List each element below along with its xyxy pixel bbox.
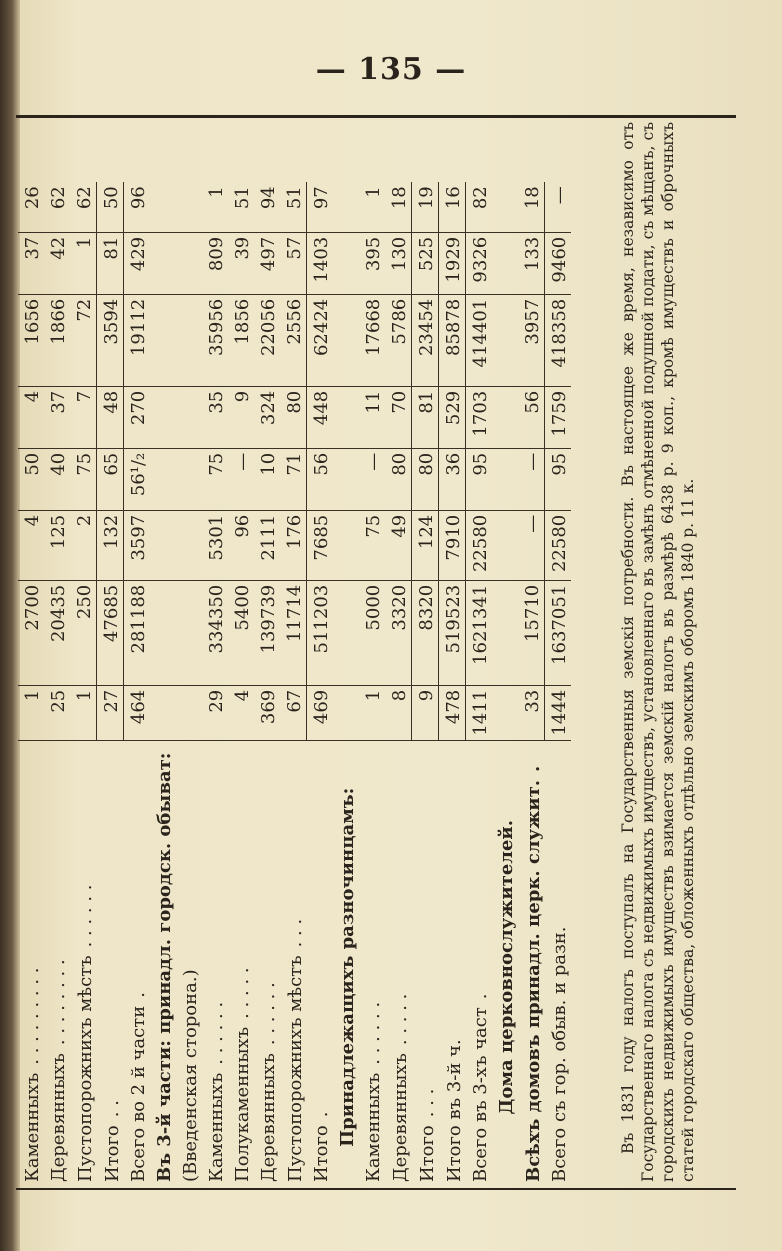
cell-value: 511203 — [307, 580, 334, 685]
cell-value: 19112 — [124, 294, 151, 386]
cell-value: 1866 — [44, 294, 70, 386]
cell-value: 324 — [254, 386, 280, 448]
cell-value — [492, 294, 518, 386]
cell-value: 80 — [412, 448, 439, 510]
table-row — [18, 182, 44, 1186]
cell-value: 22580 — [545, 510, 572, 580]
cell-value: 19 — [412, 182, 439, 232]
cell-value: 51 — [280, 182, 307, 232]
cell-value: 50 — [18, 448, 44, 510]
cell-value: 2556 — [280, 294, 307, 386]
row-label — [70, 740, 97, 1186]
cell-value: 132 — [97, 510, 124, 580]
cell-value: 125 — [44, 510, 70, 580]
leader-dots: . — [128, 992, 149, 998]
row-label — [307, 740, 334, 1186]
cell-value: 4 — [18, 386, 44, 448]
cell-value: 72 — [70, 294, 97, 386]
cell-value: 47685 — [97, 580, 124, 685]
cell-value — [333, 580, 359, 685]
row-label-text: Всего въ 3-хъ част — [470, 1007, 491, 1182]
cell-value: 56 — [307, 448, 334, 510]
table-row — [307, 182, 334, 1186]
row-label — [150, 740, 176, 1186]
row-label-text: (Введенская сторона.) — [180, 969, 201, 1182]
cell-value — [176, 294, 202, 386]
cell-value: 1403 — [307, 232, 334, 294]
cell-value: 9 — [412, 685, 439, 740]
row-label-text: Итого — [416, 1125, 438, 1182]
cell-value: 529 — [439, 386, 466, 448]
table-row — [70, 182, 97, 1186]
cell-value: 418358 — [545, 294, 572, 386]
cell-value: 20435 — [44, 580, 70, 685]
cell-value: 82 — [466, 182, 493, 232]
cell-value: 75 — [202, 448, 228, 510]
row-label — [466, 740, 493, 1186]
cell-value: 497 — [254, 232, 280, 294]
cell-value: 519523 — [439, 580, 466, 685]
cell-value — [333, 386, 359, 448]
cell-value: 96 — [124, 182, 151, 232]
cell-value: — — [545, 182, 572, 232]
cell-value: 7910 — [439, 510, 466, 580]
row-label — [359, 740, 385, 1186]
cell-value: — — [518, 448, 545, 510]
cell-value: 1 — [70, 685, 97, 740]
row-label-text: Деревянныхъ — [389, 1053, 411, 1182]
row-label-text: Всѣхъ домовъ принадл. церк. служит. — [522, 779, 544, 1182]
cell-value: 7685 — [307, 510, 334, 580]
page-number: — 135 — — [315, 52, 467, 87]
cell-value: 16 — [439, 182, 466, 232]
row-label-text: Пустопорожнихъ мѣстъ — [74, 955, 96, 1182]
table-row — [254, 182, 280, 1186]
row-label-text: Принадлежащихъ разночинцамъ: — [337, 787, 358, 1147]
cell-value — [150, 294, 176, 386]
leader-dots: . . . . . — [232, 967, 253, 1019]
cell-value — [176, 580, 202, 685]
cell-value — [333, 685, 359, 740]
cell-value: 8320 — [412, 580, 439, 685]
cell-value — [150, 386, 176, 448]
cell-value: 369 — [254, 685, 280, 740]
cell-value — [492, 182, 518, 232]
cell-value: 62424 — [307, 294, 334, 386]
cell-value: 139739 — [254, 580, 280, 685]
cell-value: 95 — [545, 448, 572, 510]
cell-value: 1 — [202, 182, 228, 232]
cell-value: 9326 — [466, 232, 493, 294]
cell-value — [492, 386, 518, 448]
cell-value — [333, 448, 359, 510]
cell-value: 94 — [254, 182, 280, 232]
footnote — [618, 122, 698, 1182]
cell-value — [176, 232, 202, 294]
row-label — [254, 740, 280, 1186]
cell-value: 27 — [97, 685, 124, 740]
cell-value: 50 — [97, 182, 124, 232]
cell-value: 49 — [385, 510, 412, 580]
cell-value: 250 — [70, 580, 97, 685]
footnote-text: Въ 1831 году налогъ поступалъ на Государственныя земскія потребности. Въ настоящее же время, независимо отъ Государственнаго налога съ недвижимыхъ имуществъ, установленнаго въ замѣнъ отмѣненной подушной подати, съ мѣщанъ, съ городскихъ недвижимыхъ имуществъ взимается земскій налогъ въ размѣрѣ 6438 р. 9 коп., кромѣ имуществъ и оброчныхъ статей городскаго общества, обложенныхъ отдѣльно земскимъ оборомъ 1840 р. 11 к. — [619, 122, 697, 1182]
cell-value: 65 — [97, 448, 124, 510]
cell-value: 395 — [359, 232, 385, 294]
cell-value: 8 — [385, 685, 412, 740]
cell-value: 70 — [385, 386, 412, 448]
cell-value: 1637051 — [545, 580, 572, 685]
rotated-table-area — [18, 118, 736, 1186]
row-label — [124, 740, 151, 1186]
cell-value: 11 — [359, 386, 385, 448]
row-label — [492, 740, 518, 1186]
cell-value — [333, 182, 359, 232]
row-label-text: Итого — [311, 1125, 332, 1182]
cell-value: 469 — [307, 685, 334, 740]
table-row — [228, 182, 254, 1186]
row-label — [545, 740, 572, 1186]
table-row — [412, 182, 439, 1186]
cell-value: 133 — [518, 232, 545, 294]
row-label — [97, 740, 124, 1186]
cell-value: 1621341 — [466, 580, 493, 685]
cell-value: 85878 — [439, 294, 466, 386]
cell-value: 81 — [97, 232, 124, 294]
cell-value: 9460 — [545, 232, 572, 294]
cell-value: 37 — [18, 232, 44, 294]
cell-value: 429 — [124, 232, 151, 294]
cell-value: 37 — [44, 386, 70, 448]
row-label-text: Полукаменныхъ — [232, 1026, 253, 1182]
cell-value: 48 — [97, 386, 124, 448]
cell-value: 25 — [44, 685, 70, 740]
cell-value: 18 — [518, 182, 545, 232]
row-label-text: Всего во 2 й части — [128, 1005, 149, 1182]
cell-value: 29 — [202, 685, 228, 740]
cell-value — [492, 510, 518, 580]
cell-value: 23454 — [412, 294, 439, 386]
cell-value: 9 — [228, 386, 254, 448]
row-label-text: Каменныхъ — [22, 1072, 43, 1182]
leader-dots: . . . — [284, 918, 306, 948]
leader-dots: . . . . . . . . — [48, 959, 69, 1046]
cell-value — [150, 510, 176, 580]
cell-value — [150, 448, 176, 510]
cell-value: 2700 — [18, 580, 44, 685]
cell-value: 22056 — [254, 294, 280, 386]
cell-value: 11714 — [280, 580, 307, 685]
table-row — [545, 182, 572, 1186]
cell-value: 75 — [70, 448, 97, 510]
row-label — [44, 740, 70, 1186]
cell-value: 75 — [359, 510, 385, 580]
cell-value: 2111 — [254, 510, 280, 580]
leader-dots: . . . . . — [389, 993, 411, 1046]
cell-value: 2 — [70, 510, 97, 580]
cell-value: 1759 — [545, 386, 572, 448]
cell-value: 56¹/₂ — [124, 448, 151, 510]
cell-value: 42 — [44, 232, 70, 294]
leader-dots: . — [522, 765, 544, 772]
cell-value: 5786 — [385, 294, 412, 386]
cell-value: 62 — [44, 182, 70, 232]
cell-value: 56 — [518, 386, 545, 448]
cell-value: 15710 — [518, 580, 545, 685]
cell-value — [492, 685, 518, 740]
table-row — [150, 182, 176, 1186]
leader-dots: . . . . . . — [74, 884, 96, 948]
row-label-text: Дома церковнослужителей. — [496, 819, 517, 1115]
table-row — [124, 182, 151, 1186]
cell-value: 22580 — [466, 510, 493, 580]
cell-value: 1444 — [545, 685, 572, 740]
cell-value: — — [518, 510, 545, 580]
cell-value: 4 — [18, 510, 44, 580]
cell-value — [176, 182, 202, 232]
cell-value — [333, 294, 359, 386]
table-row — [518, 182, 545, 1186]
cell-value: 1 — [18, 685, 44, 740]
cell-value: 57 — [280, 232, 307, 294]
cell-value: 334350 — [202, 580, 228, 685]
leader-dots: . — [470, 993, 491, 1000]
cell-value: 97 — [307, 182, 334, 232]
row-label-text: Каменныхъ — [363, 1072, 384, 1182]
cell-value: 124 — [412, 510, 439, 580]
cell-value: — — [359, 448, 385, 510]
table-row — [466, 182, 493, 1186]
cell-value: 7 — [70, 386, 97, 448]
cell-value: 51 — [228, 182, 254, 232]
cell-value: 10 — [254, 448, 280, 510]
cell-value: 1411 — [466, 685, 493, 740]
cell-value — [176, 448, 202, 510]
cell-value: 39 — [228, 232, 254, 294]
table-row — [202, 182, 228, 1186]
cell-value: 62 — [70, 182, 97, 232]
table-row — [97, 182, 124, 1186]
cell-value — [333, 510, 359, 580]
row-label — [176, 740, 202, 1186]
cell-value: 1656 — [18, 294, 44, 386]
cell-value: 448 — [307, 386, 334, 448]
table-bottom-rule — [16, 1188, 736, 1190]
cell-value: 464 — [124, 685, 151, 740]
row-label-text: Въ 3-й части: принадл. городск. обыват: — [154, 752, 175, 1182]
row-label-text: Деревянныхъ — [258, 1053, 279, 1182]
cell-value: 18 — [385, 182, 412, 232]
cell-value — [150, 232, 176, 294]
cell-value: 1 — [359, 182, 385, 232]
row-label — [333, 740, 359, 1186]
cell-value — [176, 510, 202, 580]
leader-dots: . . . . . . — [363, 1001, 384, 1065]
table-row — [333, 182, 359, 1186]
cell-value: 80 — [385, 448, 412, 510]
cell-value: 95 — [466, 448, 493, 510]
cell-value: 270 — [124, 386, 151, 448]
cell-value: 35956 — [202, 294, 228, 386]
row-label-text: Всего съ гор. обыв. и разн. — [549, 926, 570, 1182]
cell-value: 36 — [439, 448, 466, 510]
row-label — [518, 740, 545, 1186]
table-body — [18, 182, 571, 1186]
cell-value — [176, 685, 202, 740]
row-label-text: Пустопорожнихъ мѣстъ — [284, 955, 306, 1182]
table-row — [44, 182, 70, 1186]
tax-table — [18, 182, 571, 1186]
cell-value: 80 — [280, 386, 307, 448]
row-label — [385, 740, 412, 1186]
leader-dots: . . — [101, 1100, 123, 1118]
cell-value: 35 — [202, 386, 228, 448]
table-row — [385, 182, 412, 1186]
cell-value: 3594 — [97, 294, 124, 386]
cell-value: 81 — [412, 386, 439, 448]
cell-value — [492, 232, 518, 294]
table-row — [439, 182, 466, 1186]
cell-value — [176, 386, 202, 448]
cell-value: 1703 — [466, 386, 493, 448]
cell-value: — — [228, 448, 254, 510]
cell-value: 67 — [280, 685, 307, 740]
cell-value — [333, 232, 359, 294]
cell-value: 40 — [44, 448, 70, 510]
row-label-text: Итого въ 3-й ч. — [443, 1039, 465, 1182]
cell-value: 3957 — [518, 294, 545, 386]
leader-dots: . — [311, 1111, 332, 1118]
cell-value: 71 — [280, 448, 307, 510]
table-row — [280, 182, 307, 1186]
cell-value: 4 — [228, 685, 254, 740]
leader-dots: . . . . . . . . . — [22, 967, 43, 1065]
row-label — [228, 740, 254, 1186]
cell-value: 3320 — [385, 580, 412, 685]
row-label — [280, 740, 307, 1186]
row-label — [18, 740, 44, 1186]
cell-value — [150, 182, 176, 232]
cell-value: 809 — [202, 232, 228, 294]
cell-value: 281188 — [124, 580, 151, 685]
cell-value: 5000 — [359, 580, 385, 685]
leader-dots: . . . . . . — [206, 1001, 227, 1065]
cell-value: 176 — [280, 510, 307, 580]
cell-value: 1 — [359, 685, 385, 740]
cell-value — [150, 685, 176, 740]
cell-value: 3597 — [124, 510, 151, 580]
cell-value: 478 — [439, 685, 466, 740]
cell-value: 414401 — [466, 294, 493, 386]
cell-value: 1 — [70, 232, 97, 294]
cell-value — [492, 448, 518, 510]
cell-value — [492, 580, 518, 685]
cell-value: 33 — [518, 685, 545, 740]
row-label-text: Деревянныхъ — [48, 1053, 69, 1182]
cell-value: 5301 — [202, 510, 228, 580]
cell-value: 525 — [412, 232, 439, 294]
cell-value: 130 — [385, 232, 412, 294]
cell-value: 1929 — [439, 232, 466, 294]
row-label-text: Каменныхъ — [206, 1072, 227, 1182]
table-row — [359, 182, 385, 1186]
cell-value: 1856 — [228, 294, 254, 386]
cell-value: 17668 — [359, 294, 385, 386]
row-label — [202, 740, 228, 1186]
cell-value: 26 — [18, 182, 44, 232]
cell-value: 96 — [228, 510, 254, 580]
leader-dots: . . . . . . — [258, 982, 279, 1046]
row-label-text: Итого — [101, 1125, 123, 1182]
cell-value: 5400 — [228, 580, 254, 685]
row-label — [412, 740, 439, 1186]
table-row — [492, 182, 518, 1186]
book-spine-shadow — [0, 0, 20, 1251]
leader-dots: . . . — [416, 1088, 438, 1118]
table-row — [176, 182, 202, 1186]
cell-value — [150, 580, 176, 685]
row-label — [439, 740, 466, 1186]
